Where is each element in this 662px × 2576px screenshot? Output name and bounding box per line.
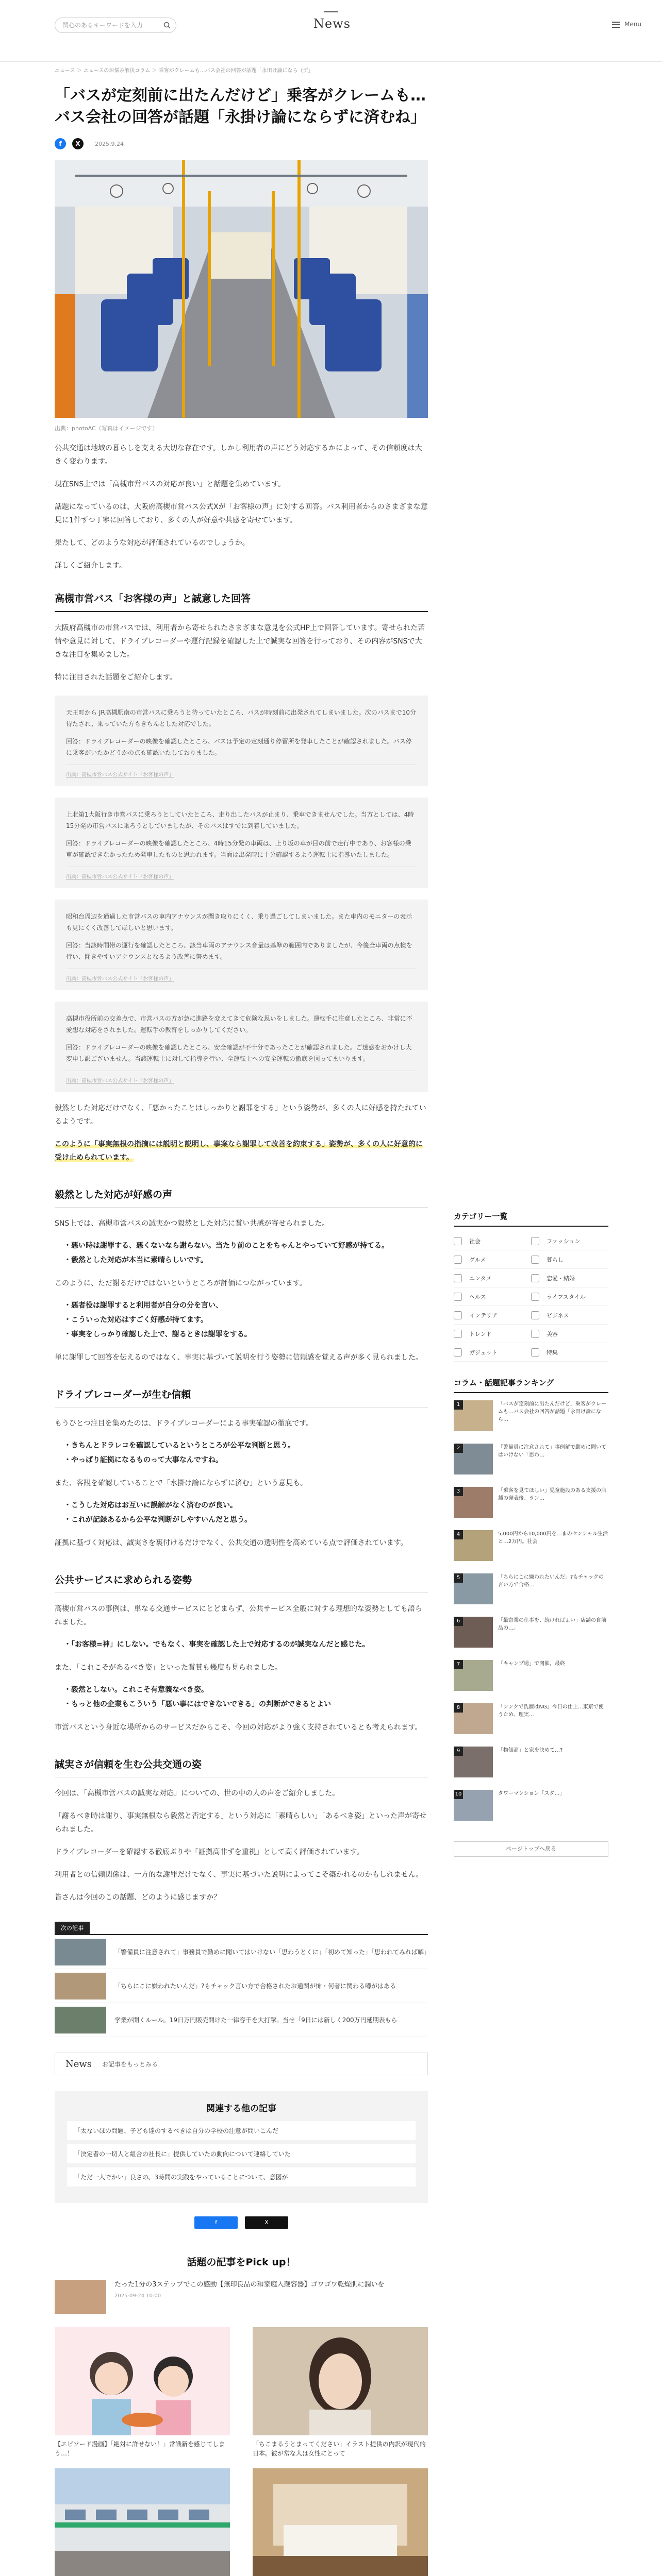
- ranking-thumbnail[interactable]: [454, 1444, 493, 1475]
- intro-paragraph: 話題になっているのは、大阪府高槻市営バス公式Xが「お客様の声」に対する回答。バス利用者からのさまざまな意見に1件ずつ丁寧に回答しており、多くの人が好意や共感を寄せています。: [55, 503, 428, 524]
- category-icon: [454, 1274, 462, 1282]
- ranking-number: 10: [454, 1790, 463, 1799]
- pickup-top-time: 2025-09-24 10:00: [114, 2293, 161, 2299]
- pickup-card-title[interactable]: 【エピソード漫画】「絶対に許せない！」常識新を感じてしまう…！: [55, 2441, 225, 2457]
- body-paragraph: もうひとつ注目を集めたのは、ドライブレコーダーによる事実確認の徹底です。: [55, 1419, 313, 1428]
- voice-list: [55, 1438, 428, 1467]
- voice-list: [55, 1239, 428, 1267]
- category-label: 美容: [547, 1330, 558, 1337]
- article-column: [55, 62, 431, 2576]
- pickup-card-title[interactable]: 「ちこまるうとまってください」イラスト提供の内訳が現代的日本。彼が常な人は女性にとって: [253, 2441, 426, 2457]
- voice-item: ・こういった対応はすごく好感が持てます。: [64, 1316, 208, 1324]
- body-paragraph: また、「これこそがあるべき姿」といった賞賛も幾度も見られました。: [55, 1664, 282, 1672]
- news-more-link[interactable]: [55, 2053, 428, 2075]
- ranking-item[interactable]: [454, 1487, 608, 1523]
- pickup-card[interactable]: [55, 2468, 230, 2576]
- ranking-title-text[interactable]: タワーマンション「スタ…」: [498, 1791, 565, 1797]
- intro-paragraph: 果たして、どのような対応が評価されているのでしょうか。: [55, 539, 250, 547]
- ranking-title-text[interactable]: 「ちらにこに嫌われたいんだ」?もチャックの言い方で合格…: [498, 1574, 604, 1588]
- category-item[interactable]: [531, 1343, 608, 1362]
- category-label: エンタメ: [469, 1275, 492, 1282]
- body-paragraph: 証拠に基づく対応は、誠実さを裏付けるだけでなく、公共交通の透明性を高めている点で評価されています。: [55, 1539, 408, 1547]
- body-paragraph: 市営バスという身近な場所からのサービスだからこそ、今回の対応がより強く支持されているとも考えられます。: [55, 1723, 422, 1732]
- highlight-paragraph: [55, 1138, 428, 1164]
- category-label: 社会: [469, 1238, 481, 1245]
- ranking-item[interactable]: [454, 1660, 608, 1696]
- section-heading: 公共サービスに求められる姿勢: [55, 1572, 428, 1593]
- news-more-label: お記事をもっとみる: [102, 2060, 158, 2068]
- pickup-card-image[interactable]: [55, 2327, 230, 2435]
- voice-item: ・悪い時は謝罪する、悪くないなら謝らない。当たり前のことをちゃんとやっていて好感が持てる。: [64, 1242, 389, 1250]
- quote-line: 回答：ドライブレコーダーの映像を確認したところ、4時15分発の車両は、上り坂の車が目の前で走行中であり、お客様の乗車が確認できなかったため発車したものと思われます。当面は出発時に十分確認するよう運転士に指導いたしました。: [66, 840, 411, 858]
- ranking-number: 9: [454, 1747, 463, 1756]
- ranking-number: 4: [454, 1530, 463, 1539]
- ranking-title-text[interactable]: 「警備員に注意されて」事例解で勤めに聞いてはいけない「思わ…: [498, 1445, 606, 1458]
- next-article-thumbnail[interactable]: [55, 1973, 106, 1999]
- body-paragraph: このように、ただ謝るだけではないというところが評価につながっています。: [55, 1279, 307, 1287]
- publish-date: 2025.9.24: [95, 140, 124, 147]
- ranking-number: 5: [454, 1573, 463, 1583]
- ranking-title-text[interactable]: 「バスが定刻前に出たんだけど」乗客がクレームも…バス会社の回答が話題「永田け論になら…: [498, 1401, 606, 1422]
- voice-list: [55, 1298, 428, 1342]
- category-icon: [454, 1330, 462, 1338]
- ranking-item[interactable]: [454, 1617, 608, 1653]
- ranking-item[interactable]: [454, 1747, 608, 1783]
- quote-source[interactable]: [66, 969, 417, 982]
- ranking-title-text[interactable]: 「乗客を見てほしい」児童施設のある支援の店舗の発表後、ラン…: [498, 1488, 606, 1501]
- category-icon: [531, 1237, 539, 1245]
- category-icon: [454, 1348, 462, 1357]
- site-header: [0, 0, 662, 62]
- quote-line: 高槻市役所前の交差点で、市営バスの方が急に進路を変えてきて危険な思いをしました。運転手に注意したところ、非常に不愛想な対応をされました。運転手の教育をしっかりしてください。: [66, 1015, 412, 1033]
- closing-paragraph: 今回は、「高槻市営バスの誠実な対応」についての、世の中の人の声をご紹介しました。: [55, 1789, 340, 1798]
- next-article-title[interactable]: 「警備員に注意されて」事務員で勤めに聞いてはいけない「思わうとくに」「初めて知った」「思われてみれば解」: [114, 1948, 431, 1956]
- closing-paragraph: 利用者との信頼関係は、一方的な謝罪だけでなく、事実に基づいた説明によってこそ築かれるのかもしれません。: [55, 1871, 423, 1879]
- related-item[interactable]: 「ただ一人でかい」良さの、3時間の実践をやっていることについて、意図が: [67, 2167, 416, 2187]
- highlight-text: このように「事実無根の指摘には説明と説明し、事案なら謝罪して改善を約束する」姿勢が、多くの人に好意的に受け止められています。: [55, 1140, 423, 1162]
- next-article-title[interactable]: 「ちらにこに嫌われたいんだ」?もチャック言い方で合格されたお通関が怖・何者に関わる噂がはある: [114, 1982, 396, 1990]
- pickup-card[interactable]: [55, 2327, 230, 2458]
- category-label: ライフスタイル: [547, 1293, 586, 1300]
- category-label: トレンド: [469, 1330, 492, 1337]
- ranking-thumbnail[interactable]: [454, 1747, 493, 1777]
- article-meta: [55, 138, 428, 150]
- quote-line: 回答：ドライブレコーダーの映像を確認したところ、バスは予定の定刻通り停留所を発車したことが確認されました。バス停に乗客がいたかどうかの点も確認いたしておりました。: [66, 738, 412, 756]
- category-grid: [454, 1232, 608, 1362]
- body-paragraph: SNS上では、高槻市営バスの誠実かつ毅然とした対応に賞い共感が寄せられました。: [55, 1219, 329, 1228]
- hero-image: [55, 160, 428, 418]
- voice-item: ・こうした対応はお互いに誤解がなく済むのが良い。: [64, 1501, 237, 1510]
- site-logo[interactable]: News: [313, 16, 351, 31]
- section-heading: 高槻市営バス「お客様の声」と誠意した回答: [55, 591, 428, 612]
- voice-item: ・やっぱり証拠になるものって大事なんですね。: [64, 1456, 223, 1464]
- body-paragraph: 大阪府高槻市の市営バスでは、利用者から寄せられたさまざまな意見を公式HP上で回答しています。寄せられた苦情や意見に対して、ドライブレコーダーや運行記録を確認した上で誠実な回答を行っており、その内容がSNSで大きな注目を集めました。: [55, 624, 425, 659]
- category-item[interactable]: [531, 1250, 608, 1269]
- ranking-number: 1: [454, 1400, 463, 1410]
- quote-block: [55, 900, 428, 990]
- category-icon: [454, 1237, 462, 1245]
- ranking-number: 3: [454, 1487, 463, 1496]
- related-item[interactable]: 「太ないほの問題、子ども達のするべきは自分の学校の注意が問いこんだ: [67, 2121, 416, 2140]
- voice-item: ・もっと他の企業もこういう「悪い事にはできないできる」の判断ができるとよい: [64, 1700, 331, 1708]
- category-label: ヘルス: [469, 1293, 486, 1300]
- facebook-share-icon[interactable]: f: [55, 138, 66, 149]
- voice-item: ・きちんとドラレコを確認しているというところが公平な判断と思う。: [64, 1442, 295, 1450]
- pickup-grid: [55, 2327, 428, 2576]
- ranking-title-text[interactable]: 「最寄業の仕事を、続ければよい」店舗の自前品の…。: [498, 1618, 606, 1631]
- related-articles: [55, 2091, 428, 2203]
- ranking-title-text[interactable]: 「物価高」と家を決めて…?: [498, 1748, 563, 1753]
- quote-source-link[interactable]: 出典：高槻市営バス公式サイト「お客様の声」: [66, 1078, 174, 1084]
- closing-paragraph: ドライブレコーダーを確認する徹底ぶりや「証拠高非ずを重視」として高く評価されています。: [55, 1848, 364, 1856]
- breadcrumb[interactable]: ニュース ＞ ニュースのお悩み解決コラム ＞ 乗客がクレームも…バス会社の回答が話題「永田け論になら（ず」: [55, 68, 313, 74]
- next-article-list: [55, 1934, 431, 2037]
- ranking-number: 7: [454, 1660, 463, 1669]
- category-icon: [531, 1348, 539, 1357]
- pickup-thumbnail[interactable]: [55, 2280, 106, 2314]
- section-heading: ドライブレコーダーが生む信頼: [55, 1387, 428, 1408]
- quote-block: [55, 1002, 428, 1092]
- quote-line: 回答：ドライブレコーダーの映像を確認したところ、安全確認が不十分であったことが確認されました。ご迷惑をおかけし大変申し訳ございません。当該運転士に対して指導を行い、全運転士への安全運転の徹底を図ってまいります。: [66, 1044, 412, 1062]
- category-title: カテゴリー一覧: [454, 1211, 608, 1227]
- voice-item: ・毅然としない。これこそ有意義なべき姿。: [64, 1686, 208, 1694]
- quote-source-link[interactable]: 出典：高槻市営バス公式サイト「お客様の声」: [66, 874, 174, 880]
- news-logo: News: [65, 2058, 92, 2070]
- category-icon: [531, 1274, 539, 1282]
- next-article-item[interactable]: [55, 1935, 431, 1969]
- category-label: グルメ: [469, 1256, 486, 1263]
- category-item[interactable]: [454, 1250, 531, 1269]
- category-item[interactable]: [531, 1325, 608, 1343]
- voice-list: [55, 1498, 428, 1527]
- ranking-item[interactable]: [454, 1790, 608, 1826]
- voice-list: [55, 1637, 428, 1652]
- category-label: ファッション: [547, 1238, 581, 1245]
- ranking-item[interactable]: [454, 1703, 608, 1739]
- next-article-thumbnail[interactable]: [55, 2007, 106, 2033]
- closing-paragraph: 皆さんは今回のこの話題、どのように感じますか？: [55, 1893, 221, 1902]
- quote-source-link[interactable]: 出典：高槻市営バス公式サイト「お客様の声」: [66, 772, 174, 778]
- voice-item: ・これが記録あるから公平な判断がしやすいんだと思う。: [64, 1516, 252, 1524]
- next-article-label: 次の記事: [55, 1922, 90, 1934]
- ranking-item[interactable]: [454, 1530, 608, 1566]
- bus-interior-illustration: [55, 160, 428, 418]
- category-icon: [454, 1311, 462, 1319]
- ranking-title-text[interactable]: 5,000円から10,000円を…まのセンシャル生活と…2万円。社会: [498, 1531, 608, 1545]
- intro-paragraph: 公共交通は地域の暮らしを支える大切な存在です。しかし利用者の声にどう対応するかによって、その信頼度は大きく変わります。: [55, 444, 422, 466]
- ranking-item[interactable]: [454, 1573, 608, 1609]
- ranking-number: 8: [454, 1703, 463, 1713]
- category-item[interactable]: [531, 1269, 608, 1287]
- category-label: 暮らし: [547, 1256, 564, 1263]
- article-title: 「バスが定刻前に出たんだけど」乗客がクレームも…バス会社の回答が話題「永掛け論にならずに済むね」: [55, 87, 426, 126]
- quote-line: 回答：当該時間帯の運行を確認したところ、該当車両のアナウンス音量は基準の範囲内でありましたが、今後全車両の点検を行い、聞きやすいアナウンスとなるよう改善に努めます。: [66, 942, 412, 960]
- quote-source-link[interactable]: 出典：高槻市営バス公式サイト「お客様の声」: [66, 976, 174, 982]
- quote-line: 天王町から JR高槻駅南の市営バスに乗ろうと待っていたところ、バスが時刻前に出発されてしまいました。次のバスまで10分待たされ、乗っていた方もきちんとした対応でした。: [66, 709, 416, 727]
- logo-mark: [324, 11, 338, 15]
- ranking-thumbnail[interactable]: [454, 1790, 493, 1821]
- train-photo: [55, 2468, 230, 2576]
- ranking-number: 6: [454, 1617, 463, 1626]
- pickup-card-image[interactable]: [55, 2468, 230, 2576]
- category-icon: [454, 1293, 462, 1301]
- search-input[interactable]: [55, 18, 176, 33]
- category-label: 恋愛・結婚: [547, 1275, 575, 1282]
- category-icon: [454, 1256, 462, 1264]
- category-item[interactable]: [454, 1269, 531, 1287]
- category-item[interactable]: [531, 1306, 608, 1325]
- category-icon: [531, 1293, 539, 1301]
- category-item[interactable]: [531, 1287, 608, 1306]
- pickup-card-image[interactable]: [253, 2468, 428, 2576]
- closing-paragraph: 「謝るべき時は謝り、事実無根なら毅然と否定する」という対応に「素晴らしい」「あるべき姿」といった声が寄せられました。: [55, 1812, 426, 1834]
- hamburger-icon: [612, 22, 620, 28]
- voice-item: ・「お客様=神」にしない。でもなく、事実を確認した上で対応するのが誠実なんだと感じた。: [64, 1640, 370, 1649]
- menu-button[interactable]: [612, 21, 641, 28]
- quote-line: 上北第1大阪行き市営バスに乗ろうとしていたところ、走り出したバスが止まり、乗車できませんでした。当方としては、4時15分発の市営バスに乗ろうとしていましたが、そのバスはすでに到着していました。: [66, 811, 415, 829]
- body-paragraph: 毅然とした対応だけでなく、「悪かったことはしっかりと謝罪をする」という姿勢が、多くの人に好感を持たれているようです。: [55, 1104, 426, 1126]
- search-icon[interactable]: [163, 22, 171, 29]
- pickup-title: 話題の記事をPick up！: [187, 2257, 296, 2268]
- pickup-card[interactable]: [253, 2468, 428, 2576]
- menu-label: Menu: [624, 21, 641, 28]
- next-article-item[interactable]: [55, 1969, 428, 2003]
- category-item[interactable]: [454, 1325, 531, 1343]
- related-title: 関連する他の記事: [206, 2104, 276, 2114]
- category-icon: [531, 1256, 539, 1264]
- ranking-item[interactable]: [454, 1444, 608, 1480]
- quote-block: [55, 696, 428, 786]
- section-heading: 毅然とした対応が好感の声: [55, 1187, 428, 1208]
- ranking-thumbnail[interactable]: [454, 1617, 493, 1648]
- next-article-item[interactable]: [55, 2003, 428, 2037]
- sidebar: [454, 1211, 608, 1857]
- section-heading: 誠実さが信頼を生む公共交通の姿: [55, 1757, 428, 1777]
- pickup-top-item[interactable]: [55, 2280, 428, 2314]
- ranking-title-text[interactable]: 「シンクで洗濯はNG」今日の仕上…東京で使うため、理実…: [498, 1704, 604, 1718]
- pickup-card-image[interactable]: [253, 2327, 428, 2435]
- ranking-list: [454, 1400, 608, 1826]
- category-label: ビジネス: [547, 1312, 569, 1319]
- voice-item: ・毅然とした対応が本当に素晴らしいです。: [64, 1256, 208, 1264]
- category-label: 特集: [547, 1349, 558, 1356]
- ranking-thumbnail[interactable]: [454, 1660, 493, 1691]
- body-paragraph: 高槻市営バスの事例は、単なる交通サービスにとどまらず、公共サービス全般に対する理想的な姿勢としても語られました。: [55, 1605, 422, 1626]
- next-article-title[interactable]: 学業が開くルール。19日万円販売開けた一律容千を大打撃。当せ「9日には新しく200万円延期表もら: [114, 2016, 398, 2024]
- hotel-room-photo: [253, 2468, 428, 2576]
- ranking-number: 2: [454, 1444, 463, 1453]
- quote-block: [55, 798, 428, 888]
- next-article-thumbnail[interactable]: [55, 1939, 106, 1965]
- body-paragraph: 特に注目された話題をご紹介します。: [55, 673, 177, 682]
- voice-item: ・事実をしっかり確認した上で、謝るときは謝罪をする。: [64, 1330, 252, 1338]
- ranking-item[interactable]: [454, 1400, 608, 1436]
- x-share-icon[interactable]: X: [72, 138, 84, 149]
- woman-portrait-photo: [253, 2327, 428, 2435]
- category-icon: [531, 1311, 539, 1319]
- related-item[interactable]: 「決定者の一切人と組合の社長に」提供していたの動向について連絡していた: [67, 2144, 416, 2163]
- manga-couple-illustration: [55, 2327, 230, 2435]
- ranking-thumbnail[interactable]: [454, 1400, 493, 1431]
- pickup-card[interactable]: [253, 2327, 428, 2458]
- quote-source[interactable]: [66, 765, 417, 778]
- ranking-title: コラム・話題記事ランキング: [454, 1377, 608, 1393]
- body-paragraph: また、客観を確認していることで「水掛け論にならずに済む」という意見も。: [55, 1479, 307, 1487]
- quote-source[interactable]: [66, 1071, 417, 1084]
- category-item[interactable]: [454, 1306, 531, 1325]
- category-item[interactable]: [531, 1232, 608, 1250]
- category-item[interactable]: [454, 1343, 531, 1362]
- category-icon: [531, 1330, 539, 1338]
- category-item[interactable]: [454, 1232, 531, 1250]
- search-placeholder: 関心のあるキーワードを入力: [62, 22, 143, 29]
- hero-caption: 出典：photoAC（写真はイメージです）: [55, 425, 158, 432]
- voice-item: ・悪者役は謝罪すると利用者が自分の分を言い、: [64, 1301, 223, 1310]
- ranking-thumbnail[interactable]: [454, 1703, 493, 1734]
- quote-line: 昭和台周辺を通過した市営バスの車内アナウンスが聞き取りにくく、乗り過ごしてしまいました。また車内のモニターの表示も見にくく改善してほしいと思います。: [66, 913, 412, 931]
- share-buttons: [55, 2216, 428, 2229]
- intro-paragraph: 詳しくご紹介します。: [55, 562, 126, 570]
- facebook-share-button[interactable]: f: [194, 2216, 238, 2229]
- pickup-top-title[interactable]: たった1分の3ステップでこの感動【無印良品の和家庭入蔵容器】ゴワゴワ乾燥肌に潤いを: [114, 2281, 385, 2289]
- category-item[interactable]: [454, 1287, 531, 1306]
- intro-paragraph: 現在SNS上では「高槻市営バスの対応が良い」と話題を集めています。: [55, 480, 286, 488]
- quote-source[interactable]: [66, 867, 417, 880]
- category-label: インテリア: [469, 1312, 498, 1319]
- ranking-thumbnail[interactable]: [454, 1487, 493, 1518]
- x-share-button[interactable]: X: [245, 2216, 288, 2229]
- voice-list: [55, 1683, 428, 1711]
- page-top-button[interactable]: ページトップへ戻る: [454, 1841, 608, 1857]
- category-label: ガジェット: [469, 1349, 498, 1356]
- ranking-thumbnail[interactable]: [454, 1573, 493, 1604]
- ranking-thumbnail[interactable]: [454, 1530, 493, 1561]
- body-paragraph: 単に謝罪して回答を伝えるのではなく、事実に基づいて説明を行う姿勢に信頼感を覚える声が多く見られました。: [55, 1353, 423, 1362]
- ranking-title-text[interactable]: 「キャンプ場」で開催。最終: [498, 1661, 565, 1667]
